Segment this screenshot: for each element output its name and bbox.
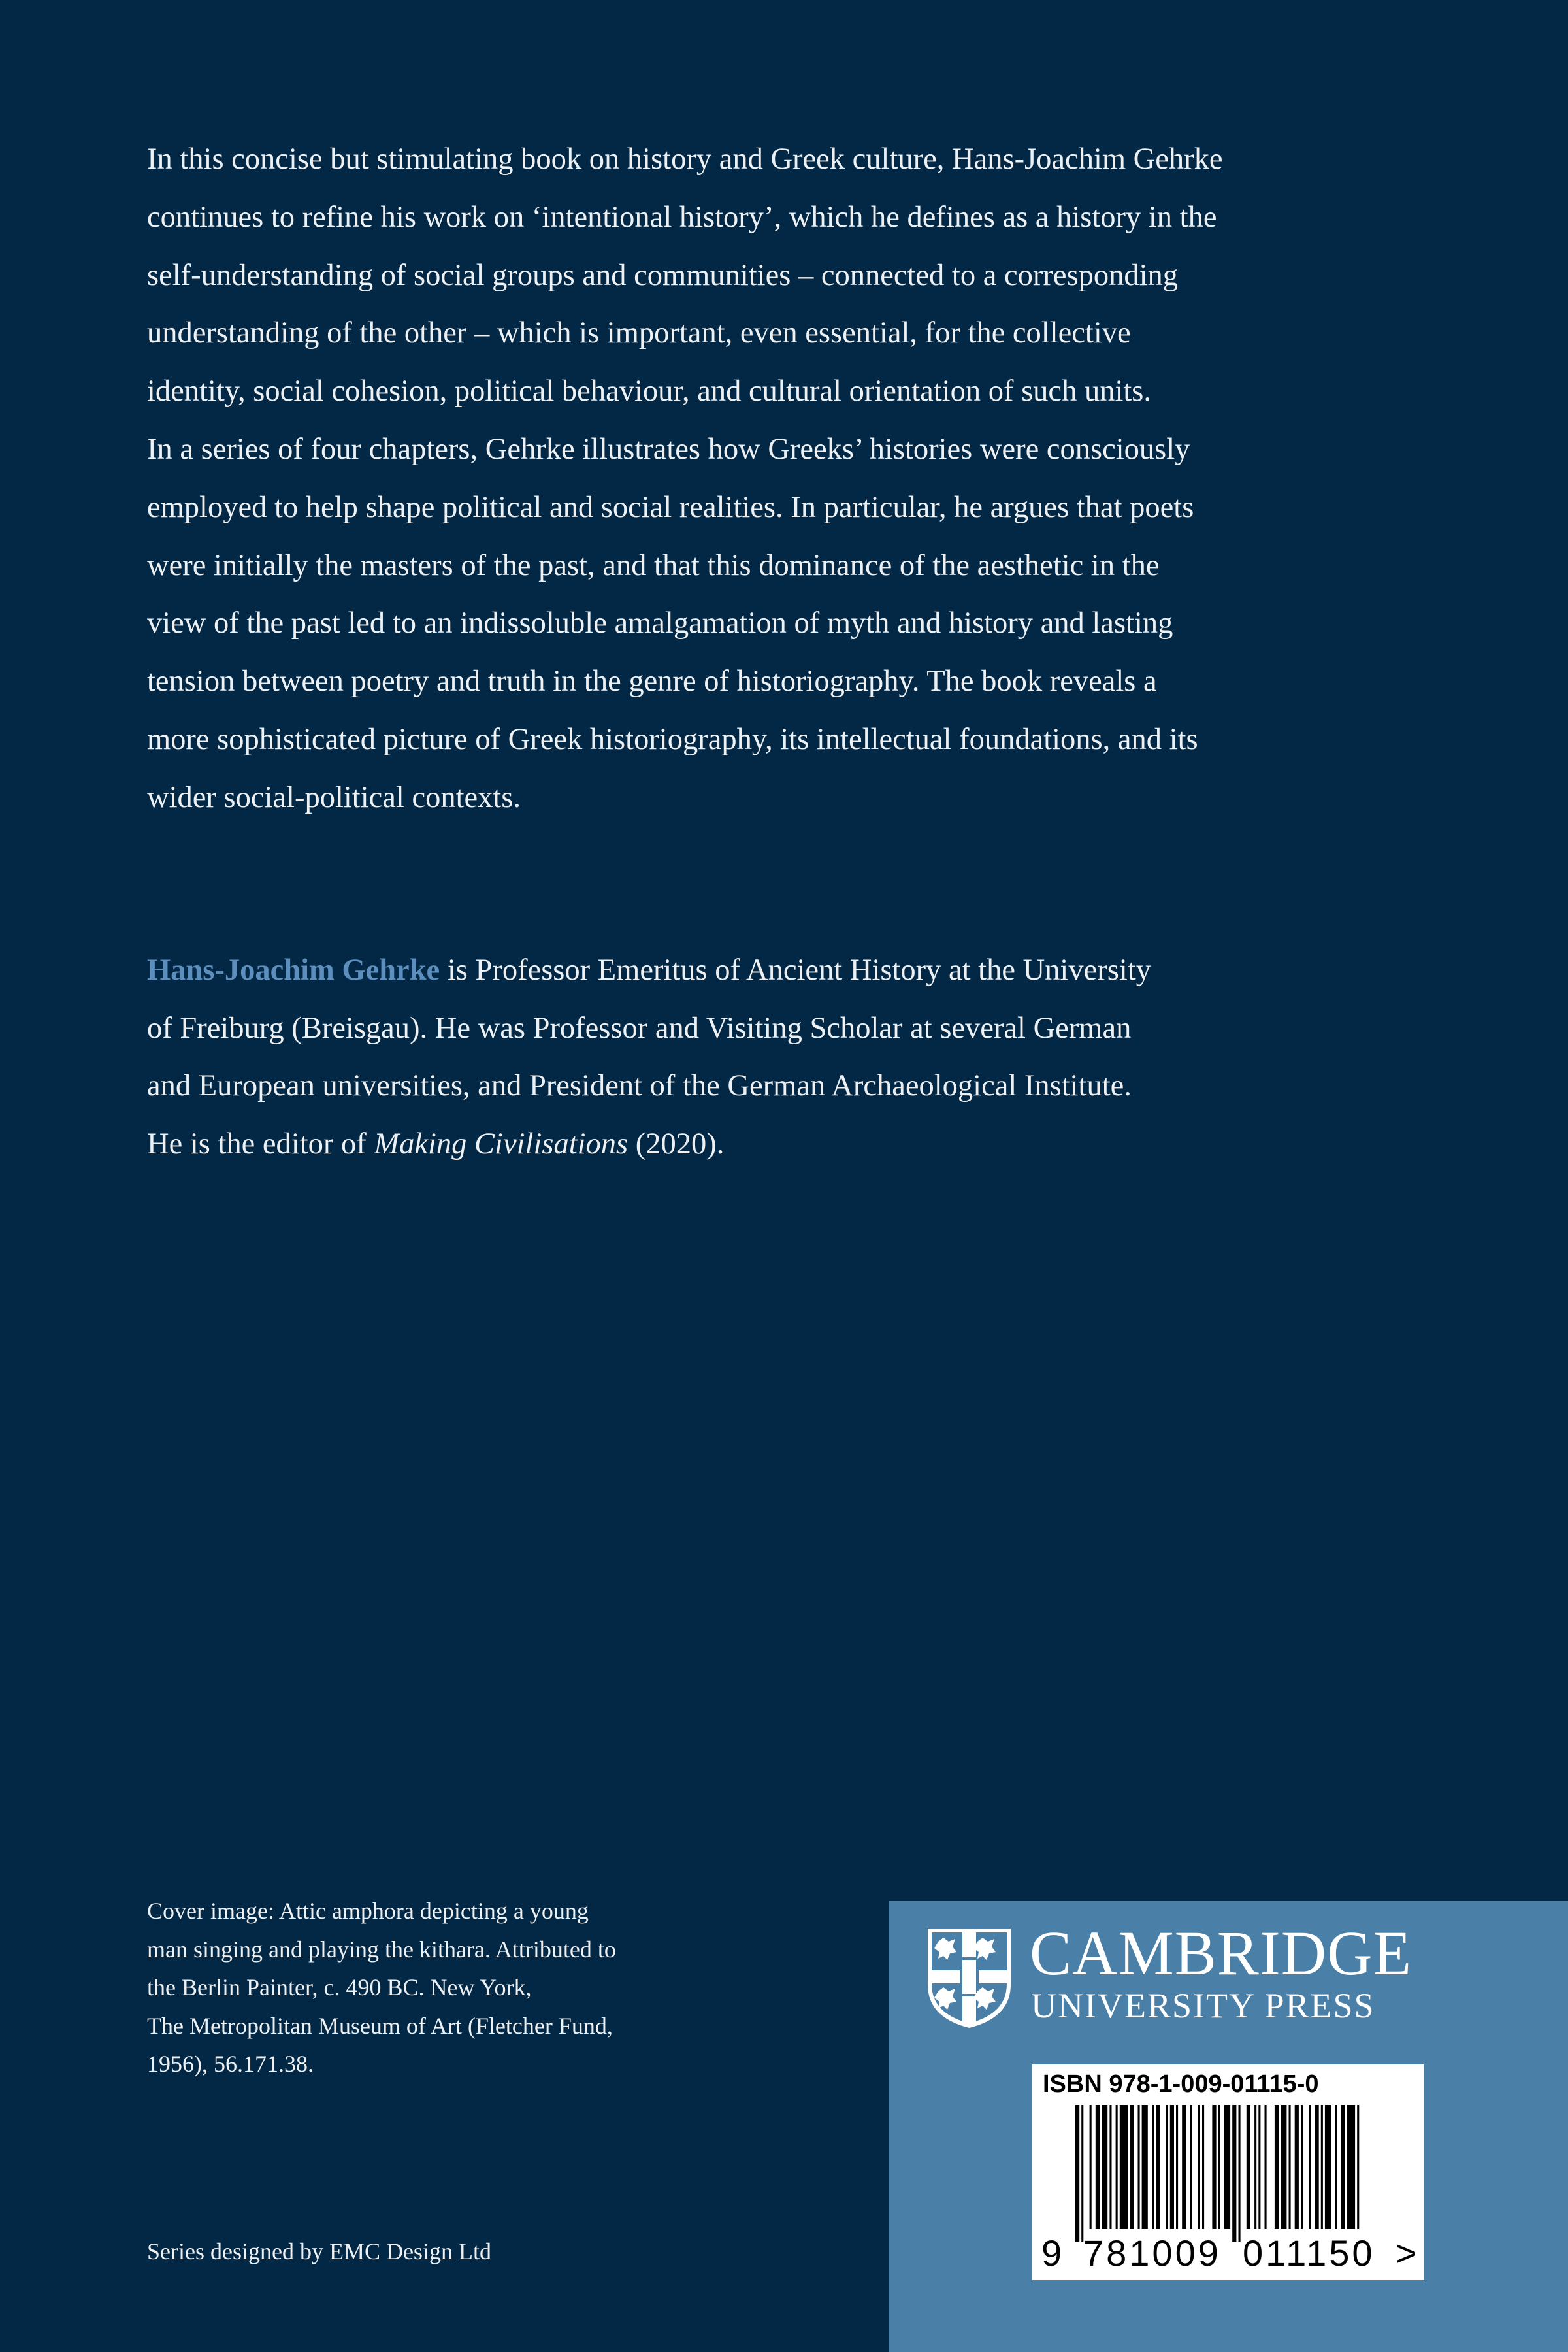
barcode-bar xyxy=(1321,2105,1323,2229)
barcode-bar xyxy=(1138,2105,1140,2229)
series-credit: Series designed by EMC Design Ltd xyxy=(147,2238,491,2264)
isbn-barcode xyxy=(1032,2064,1424,2280)
barcode-bar xyxy=(1347,2105,1355,2229)
blurb-line: more sophisticated picture of Greek historiography, its intellectual foundations, and its xyxy=(147,722,1198,756)
barcode-bar xyxy=(1224,2105,1230,2229)
barcode-bar xyxy=(1090,2105,1092,2229)
barcode-bar xyxy=(1075,2105,1079,2242)
barcode-bar xyxy=(1130,2105,1134,2229)
barcode-bar xyxy=(1357,2105,1359,2229)
cover-image-credit xyxy=(147,1892,866,2083)
blurb-line: employed to help shape political and social realities. In particular, he argues that poets xyxy=(147,490,1194,524)
barcode-bar xyxy=(1102,2105,1107,2229)
barcode-bar xyxy=(1232,2105,1236,2242)
barcode-bar xyxy=(1170,2105,1174,2229)
bio-line: and European universities, and President of the German Archaeological Institute. xyxy=(147,1069,1132,1102)
barcode-bar xyxy=(1202,2105,1204,2229)
blurb-line: tension between poetry and truth in the genre of historiography. The book reveals a xyxy=(147,665,1157,699)
barcode-bar xyxy=(1275,2105,1279,2229)
blurb-line: self-understanding of social groups and communities – connected to a corresponding xyxy=(147,258,1179,292)
blurb-line: were initially the masters of the past, and that this dominance of the aesthetic in the xyxy=(147,548,1160,582)
barcode-bar xyxy=(1289,2105,1291,2229)
author-bio xyxy=(147,942,1454,1173)
credit-line: man singing and playing the kithara. Attributed to xyxy=(147,1936,616,1963)
barcode-bar xyxy=(1190,2105,1192,2229)
author-name: Hans-Joachim Gehrke xyxy=(147,953,440,987)
barcode-bar xyxy=(1142,2105,1148,2229)
barcode-bar xyxy=(1152,2105,1154,2229)
barcode-bar xyxy=(1182,2105,1186,2229)
blurb-line: wider social-political contexts. xyxy=(147,780,521,814)
book-blurb xyxy=(147,131,1473,827)
bio-text: He is the editor of xyxy=(147,1127,374,1161)
barcode-bar xyxy=(1315,2105,1319,2229)
credit-line: the Berlin Painter, c. 490 BC. New York, xyxy=(147,1974,532,2000)
barcode-digit-first: 9 xyxy=(1041,2232,1062,2274)
barcode-bar xyxy=(1096,2105,1100,2229)
barcode-bar xyxy=(1247,2105,1250,2229)
credit-line: The Metropolitan Museum of Art (Fletcher Fund, xyxy=(147,2012,613,2039)
blurb-line: In a series of four chapters, Gehrke illustrates how Greeks’ histories were consciously xyxy=(147,432,1190,466)
credit-line: 1956), 56.171.38. xyxy=(147,2051,314,2077)
blurb-line: view of the past led to an indissoluble amalgamation of myth and history and lasting xyxy=(147,606,1173,640)
publisher-subtitle: UNIVERSITY PRESS xyxy=(1031,1986,1375,2025)
barcode-bar xyxy=(1281,2105,1286,2229)
barcode-bar xyxy=(1081,2105,1083,2242)
barcode-bar xyxy=(1265,2105,1267,2229)
bio-text: is Professor Emeritus of Ancient History at the University xyxy=(440,953,1151,987)
bio-line xyxy=(147,1116,1454,1174)
publisher-name: CAMBRIDGE xyxy=(1030,1918,1413,1988)
barcode-digit-group-left: 781009 xyxy=(1083,2232,1221,2274)
blurb-line: understanding of the other – which is important, even essential, for the collective xyxy=(147,316,1131,350)
barcode-bar xyxy=(1254,2105,1256,2229)
barcode-bar xyxy=(1109,2105,1111,2229)
isbn-label: ISBN 978-1-009-01115-0 xyxy=(1043,2070,1319,2098)
barcode-bar xyxy=(1156,2105,1160,2229)
barcode-bar xyxy=(1218,2105,1220,2229)
barcode-bar xyxy=(1212,2105,1216,2229)
barcode-bar xyxy=(1258,2105,1260,2229)
credit-line: Cover image: Attic amphora depicting a young xyxy=(147,1898,589,1924)
bio-line: of Freiburg (Breisgau). He was Professor and Visiting Scholar at several German xyxy=(147,1011,1132,1045)
blurb-line: In this concise but stimulating book on history and Greek culture, Hans-Joachim Gehrke xyxy=(147,142,1223,176)
barcode-bar xyxy=(1301,2105,1303,2229)
book-title: Making Civilisations xyxy=(374,1127,629,1161)
barcode-bar xyxy=(1176,2105,1178,2229)
publisher-panel xyxy=(889,1901,1568,2352)
barcode-bar xyxy=(1341,2105,1345,2229)
barcode-digit-group-right: 011150 xyxy=(1243,2232,1375,2274)
blurb-line: continues to refine his work on ‘intentional history’, which he defines as a history in the xyxy=(147,200,1217,234)
barcode-bar xyxy=(1309,2105,1311,2229)
bio-text: (2020). xyxy=(628,1127,725,1161)
barcode-bar xyxy=(1166,2105,1168,2229)
barcode-arrow: > xyxy=(1396,2232,1417,2274)
barcode-bar xyxy=(1116,2105,1118,2229)
cambridge-crest-icon xyxy=(925,1926,1013,2030)
barcode-bar xyxy=(1325,2105,1331,2229)
bio-line xyxy=(147,942,1454,1000)
barcode-bar xyxy=(1239,2105,1241,2242)
barcode-bar xyxy=(1295,2105,1299,2229)
barcode-digits xyxy=(1032,2232,1424,2275)
barcode-bar xyxy=(1120,2105,1128,2229)
barcode-bar xyxy=(1335,2105,1337,2229)
blurb-line: identity, social cohesion, political behaviour, and cultural orientation of such units. xyxy=(147,374,1151,408)
barcode-bar xyxy=(1198,2105,1200,2229)
